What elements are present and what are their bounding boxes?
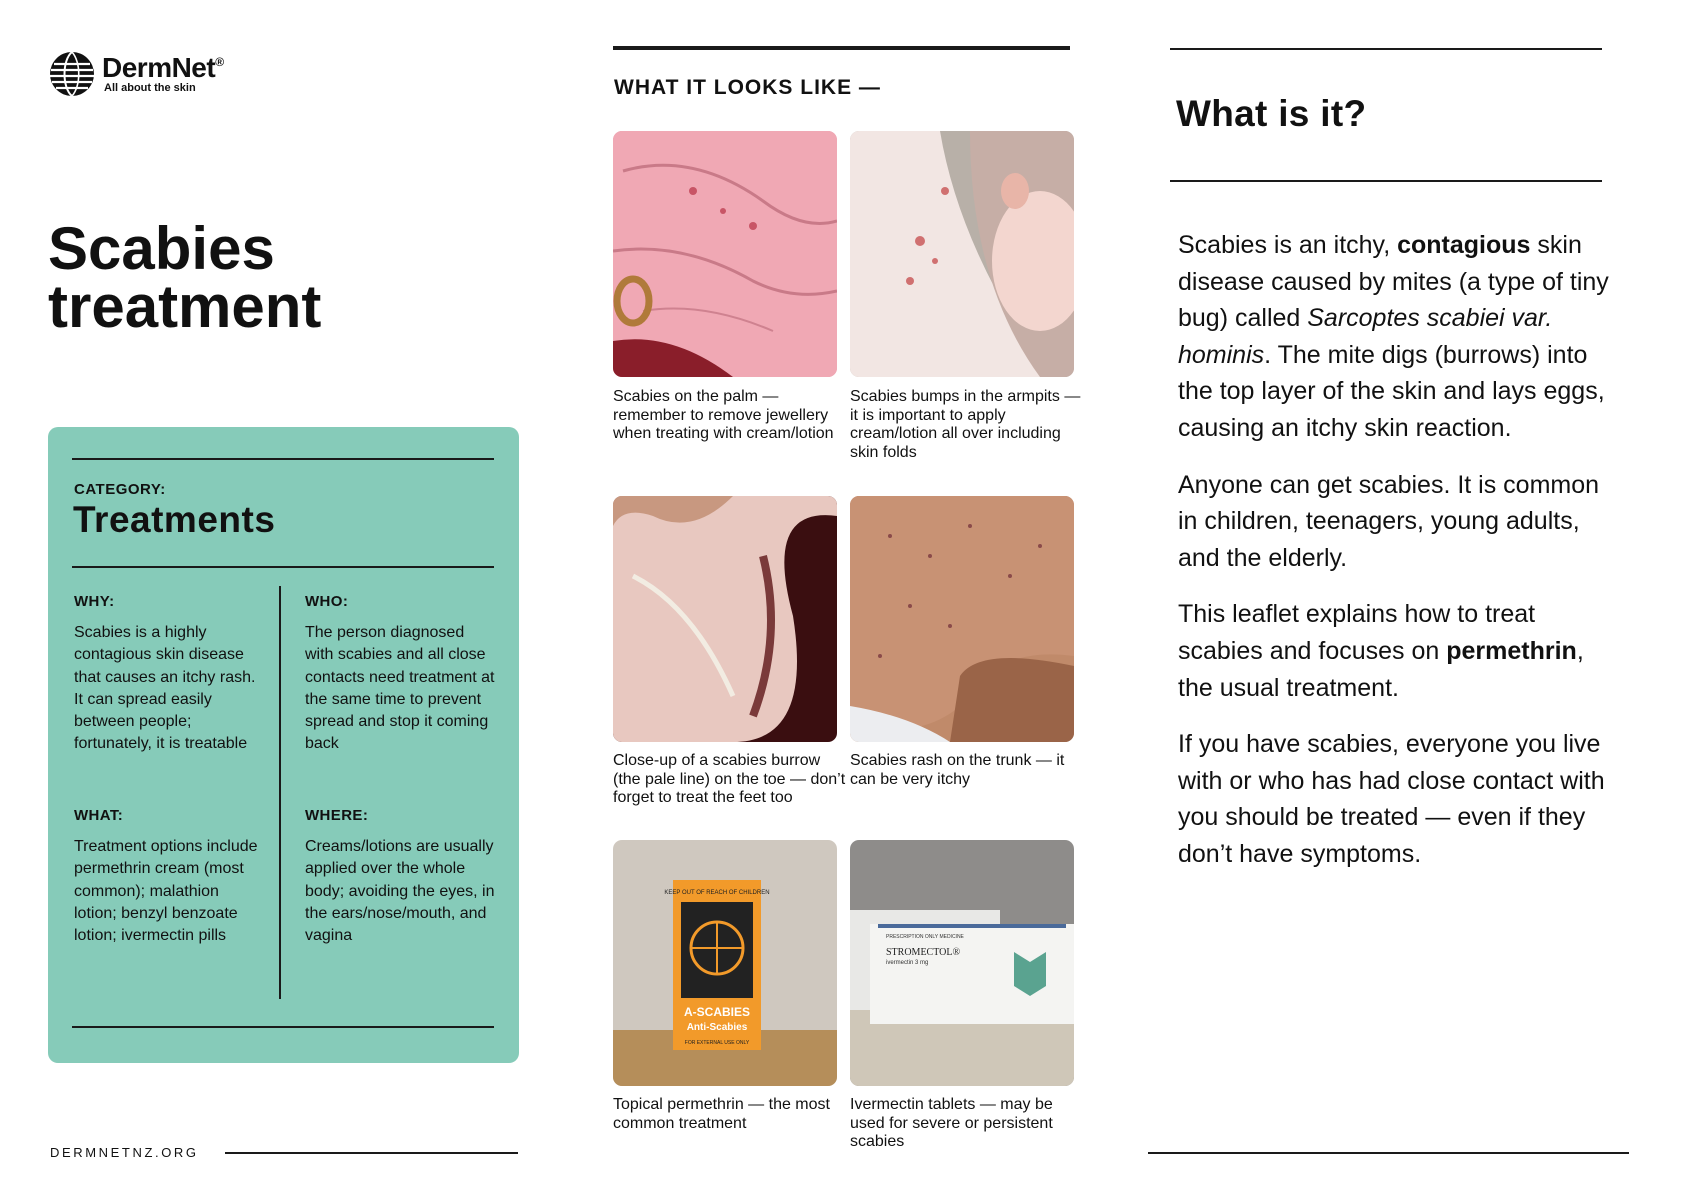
palm-photo (613, 131, 837, 377)
what-is-it-body (1178, 227, 1618, 893)
what-section (74, 807, 264, 947)
looks-like-heading: WHAT IT LOOKS LIKE — (614, 76, 881, 99)
brand-name: DermNet® (102, 52, 224, 83)
ivermectin-box-top-text: PRESCRIPTION ONLY MEDICINE (886, 934, 964, 940)
trunk-rash-photo (850, 496, 1074, 742)
why-text: Scabies is a highly contagious skin disease that causes an itchy rash. It can spread easily between people; fortunately, it is treatable (74, 624, 256, 753)
panel-column-divider (279, 586, 281, 999)
paragraph-who-gets-it: Anyone can get scabies. It is common in children, teenagers, young adults, and the elderly. (1178, 470, 1600, 572)
brand-tagline: All about the skin (104, 82, 196, 94)
title-line-1: Scabies (48, 215, 275, 282)
right-heading-rule (1170, 180, 1602, 182)
trunk-rash-caption: Scabies rash on the trunk — it can be very itchy (850, 752, 1065, 788)
ivermectin-product-sub: ivermectin 3 mg (886, 960, 929, 966)
permethrin-product-name: A-SCABIES (683, 1005, 751, 1019)
who-section (305, 593, 495, 756)
permethrin-box-top-text: KEEP OUT OF REACH OF CHILDREN (664, 890, 770, 896)
ivermectin-product-name: STROMECTOL® (886, 947, 961, 958)
what-text: Treatment options include permethrin cream (most common); malathion lotion; benzyl benzoate lotion; ivermectin pills (74, 838, 258, 945)
title-line-2: treatment (48, 273, 322, 340)
category-label: CATEGORY: (74, 481, 166, 498)
middle-top-rule (613, 46, 1070, 50)
panel-divider-bottom (72, 1026, 494, 1028)
where-section (305, 807, 495, 947)
paragraph-leaflet-purpose: This leaflet explains how to treat scabies and focuses on permethrin, the usual treatment. (1178, 600, 1584, 702)
panel-divider-mid (72, 566, 494, 568)
ivermectin-tablets-photo (850, 840, 1074, 1086)
ivermectin-caption: Ivermectin tablets — may be used for severe or persistent scabies (850, 1096, 1053, 1150)
paragraph-definition: Scabies is an itchy, contagious skin disease caused by mites (a type of tiny bug) called Sarcoptes scabiei var. hominis. The mite digs (burrows) into the top layer of the skin and lays eggs, causing an itchy skin reaction. (1178, 231, 1609, 442)
palm-caption: Scabies on the palm — remember to remove jewellery when treating with cream/lotion (613, 388, 834, 442)
permethrin-product-sub: Anti-Scabies (686, 1022, 748, 1033)
what-is-it-heading: What is it? (1176, 93, 1367, 134)
armpit-caption: Scabies bumps in the armpits — it is important to apply cream/lotion all over including skin folds (850, 388, 1081, 461)
panel-divider-top (72, 458, 494, 460)
permethrin-box-photo (613, 840, 837, 1086)
dermnet-logo[interactable] (48, 50, 224, 98)
what-heading: WHAT: (74, 807, 124, 824)
toe-burrow-caption: Close-up of a scabies burrow (the pale line) on the toe — don’t forget to treat the feet too (613, 752, 846, 806)
category-value: Treatments (73, 499, 276, 540)
footer-rule-left (225, 1152, 518, 1154)
where-text: Creams/lotions are usually applied over the whole body; avoiding the eyes, in the ears/nose/mouth, and vagina (305, 838, 495, 945)
page-title (48, 215, 468, 340)
why-section (74, 593, 264, 756)
footer-rule-right (1148, 1152, 1629, 1154)
who-text: The person diagnosed with scabies and all close contacts need treatment at the same time to prevent spread and stop it coming back (305, 624, 495, 753)
why-heading: WHY: (74, 593, 115, 610)
where-heading: WHERE: (305, 807, 369, 824)
footer-website[interactable]: DERMNETNZ.ORG (50, 1145, 199, 1160)
permethrin-caption: Topical permethrin — the most common treatment (613, 1096, 830, 1132)
armpit-photo (850, 131, 1074, 377)
who-heading: WHO: (305, 593, 349, 610)
dermnet-globe-logo-icon (48, 50, 96, 98)
permethrin-box-bottom-text: FOR EXTERNAL USE ONLY (684, 1040, 750, 1046)
right-top-rule (1170, 48, 1602, 50)
toe-burrow-photo (613, 496, 837, 742)
paragraph-contacts: If you have scabies, everyone you live with or who has had close contact with you should be treated — even if they don’t have symptoms. (1178, 730, 1605, 868)
category-panel (48, 427, 519, 1063)
